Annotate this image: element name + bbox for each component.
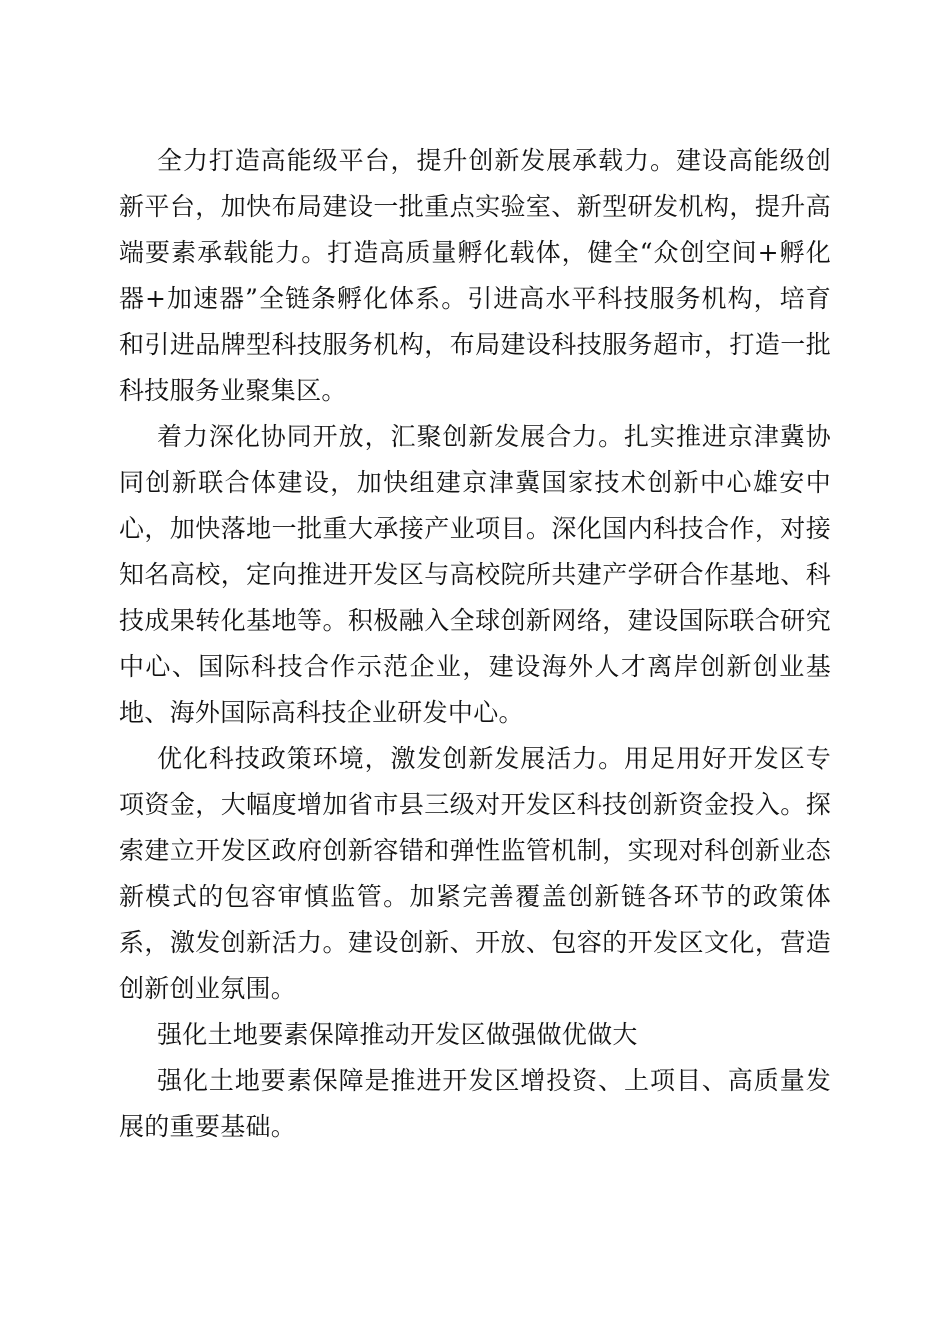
paragraph-cooperation: 着力深化协同开放，汇聚创新发展合力。扎实推进京津冀协同创新联合体建设，加快组建京津冀国家技术创新中心雄安中心，加快落地一批重大承接产业项目。深化国内科技合作，对接知名高校，定向推进开发区与高校院所共建产学研合作基地、科技成果转化基地等。积极融入全球创新网络，建设国际联合研究中心、国际科技合作示范企业，建设海外人才离岸创新创业基地、海外国际高科技企业研发中心。	[119, 422, 831, 727]
paragraph-policy: 优化科技政策环境，激发创新发展活力。用足用好开发区专项资金，大幅度增加省市县三级对开发区科技创新资金投入。探索建立开发区政府创新容错和弹性监管机制，实现对科创新业态新模式的包容审慎监管。加紧完善覆盖创新链各环节的政策体系，激发创新活力。建设创新、开放、包容的开发区文化，营造创新创业氛围。	[119, 744, 831, 1003]
section-heading: 强化土地要素保障推动开发区做强做优做大	[157, 1020, 638, 1049]
document-body	[119, 138, 831, 1150]
paragraph-platform: 全力打造高能级平台，提升创新发展承载力。建设高能级创新平台，加快布局建设一批重点实验室、新型研发机构，提升高端要素承载能力。打造高质量孵化载体，健全“众创空间+孵化器+加速器”全链条孵化体系。引进高水平科技服务机构，培育和引进品牌型科技服务机构，布局建设科技服务超市，打造一批科技服务业聚集区。	[119, 146, 831, 405]
paragraph-land: 强化土地要素保障是推进开发区增投资、上项目、高质量发展的重要基础。	[119, 1066, 831, 1141]
